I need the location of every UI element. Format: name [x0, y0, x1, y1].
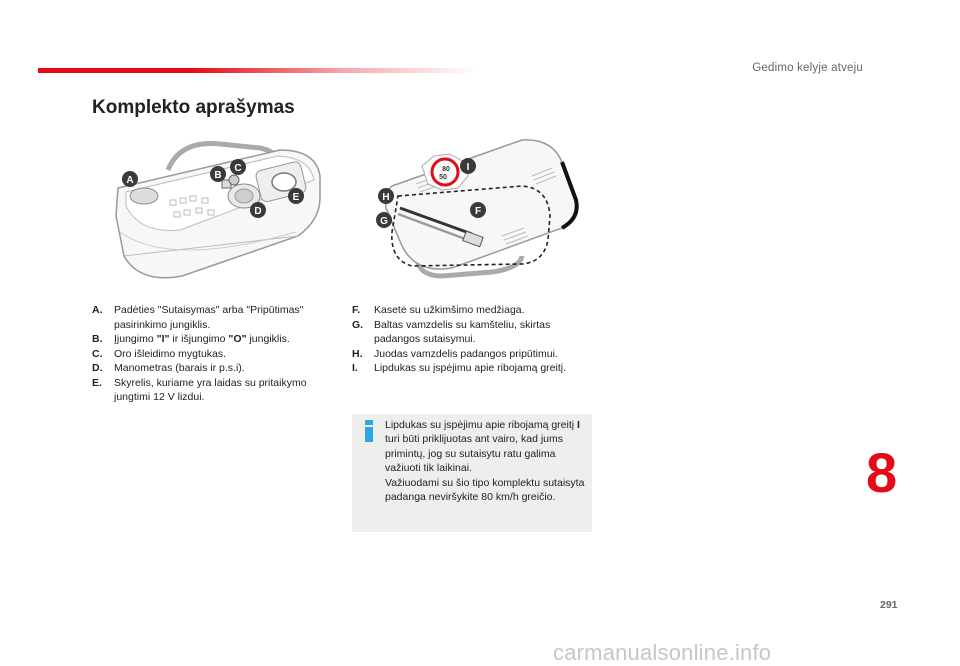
sign-bottom: 50 — [439, 174, 447, 181]
item-key: A. — [92, 304, 103, 316]
item-key: B. — [92, 333, 103, 345]
compressor-illustration — [110, 136, 332, 284]
component-list-left — [92, 303, 328, 405]
label-b: B — [214, 170, 222, 181]
item-key: C. — [92, 347, 103, 360]
list-item — [352, 361, 592, 376]
label-badge-h — [378, 188, 394, 204]
label-badge-i — [460, 158, 476, 174]
label-f: F — [474, 206, 482, 217]
item-key: H. — [352, 347, 363, 360]
info-box — [352, 414, 592, 532]
info-text-part: turi būti priklijuotas ant vairo, kad jums primintų, jog su sutaisytu ratu galima važiuoti tik laikinai. — [385, 433, 563, 475]
chapter-number: 8 — [866, 441, 898, 504]
info-paragraph — [385, 418, 585, 476]
header-accent-bar — [38, 68, 478, 73]
info-text-bold: I — [577, 419, 580, 431]
item-key: E. — [92, 376, 102, 389]
item-text: Kasetė su užkimšimo medžiaga. — [374, 304, 525, 316]
label-badge-d — [250, 202, 266, 218]
item-key: I. — [352, 362, 358, 374]
list-item — [92, 332, 328, 347]
item-text: Baltas vamzdelis su kamšteliu, skirtas padangos sutaisymui. — [374, 318, 551, 345]
info-icon — [362, 420, 376, 442]
label-e: E — [292, 192, 300, 203]
item-key: F. — [352, 304, 361, 316]
sign-top: 80 — [442, 166, 450, 173]
label-badge-e — [288, 188, 304, 204]
item-text-bold: "I" — [156, 333, 170, 345]
component-list-right — [352, 303, 592, 376]
item-text-part: ir išjungimo — [169, 333, 229, 345]
item-text — [114, 332, 328, 347]
page-title: Komplekto aprašymas — [92, 97, 295, 118]
label-g: G — [380, 216, 388, 227]
info-paragraph: Važiuodami su šio tipo komplektu sutaisyta padanga neviršykite 80 km/h greičio. — [385, 476, 585, 504]
speed-limit-sign — [422, 154, 468, 190]
chapter-title: Gedimo kelyje atveju — [752, 62, 863, 74]
item-text: Manometras (barais ir p.s.i). — [114, 362, 245, 374]
info-text-part: Lipdukas su įspėjimu apie ribojamą greitį — [385, 419, 578, 431]
item-text-part: Įjungimo — [114, 333, 157, 345]
label-badge-b — [210, 166, 226, 182]
list-item — [92, 303, 328, 332]
label-a: A — [126, 175, 134, 186]
item-text: Padėties "Sutaisymas" arba "Pripūtimas" pasirinkimo jungiklis. — [114, 304, 304, 331]
item-text: Lipdukas su įspėjimu apie ribojamą greitį. — [374, 362, 567, 374]
list-item — [352, 347, 592, 362]
item-text: Oro išleidimo mygtukas. — [114, 347, 227, 360]
item-text-part: jungiklis. — [246, 333, 290, 345]
item-text-bold: "O" — [228, 333, 247, 345]
cartridge-illustration — [372, 136, 582, 284]
list-item — [92, 361, 328, 376]
page-number: 291 — [880, 599, 898, 611]
item-key: D. — [92, 362, 103, 374]
item-key: G. — [352, 318, 364, 331]
label-d: D — [254, 206, 262, 217]
label-badge-g — [376, 212, 392, 228]
list-item — [92, 376, 328, 405]
label-i: I — [466, 162, 470, 173]
label-badge-f — [470, 202, 486, 218]
item-text: Juodas vamzdelis padangos pripūtimui. — [374, 347, 558, 360]
list-item — [352, 303, 592, 318]
list-item — [352, 318, 592, 347]
item-text: Skyrelis, kuriame yra laidas su pritaikymo jungtimi 12 V lizdui. — [114, 376, 307, 403]
label-h: H — [382, 192, 390, 203]
info-text — [385, 418, 585, 504]
label-badge-a — [122, 171, 138, 187]
watermark-link[interactable]: carmanualsonline.info — [553, 640, 772, 665]
label-c: C — [234, 163, 242, 174]
list-item — [92, 347, 328, 362]
label-badge-c — [230, 159, 246, 175]
